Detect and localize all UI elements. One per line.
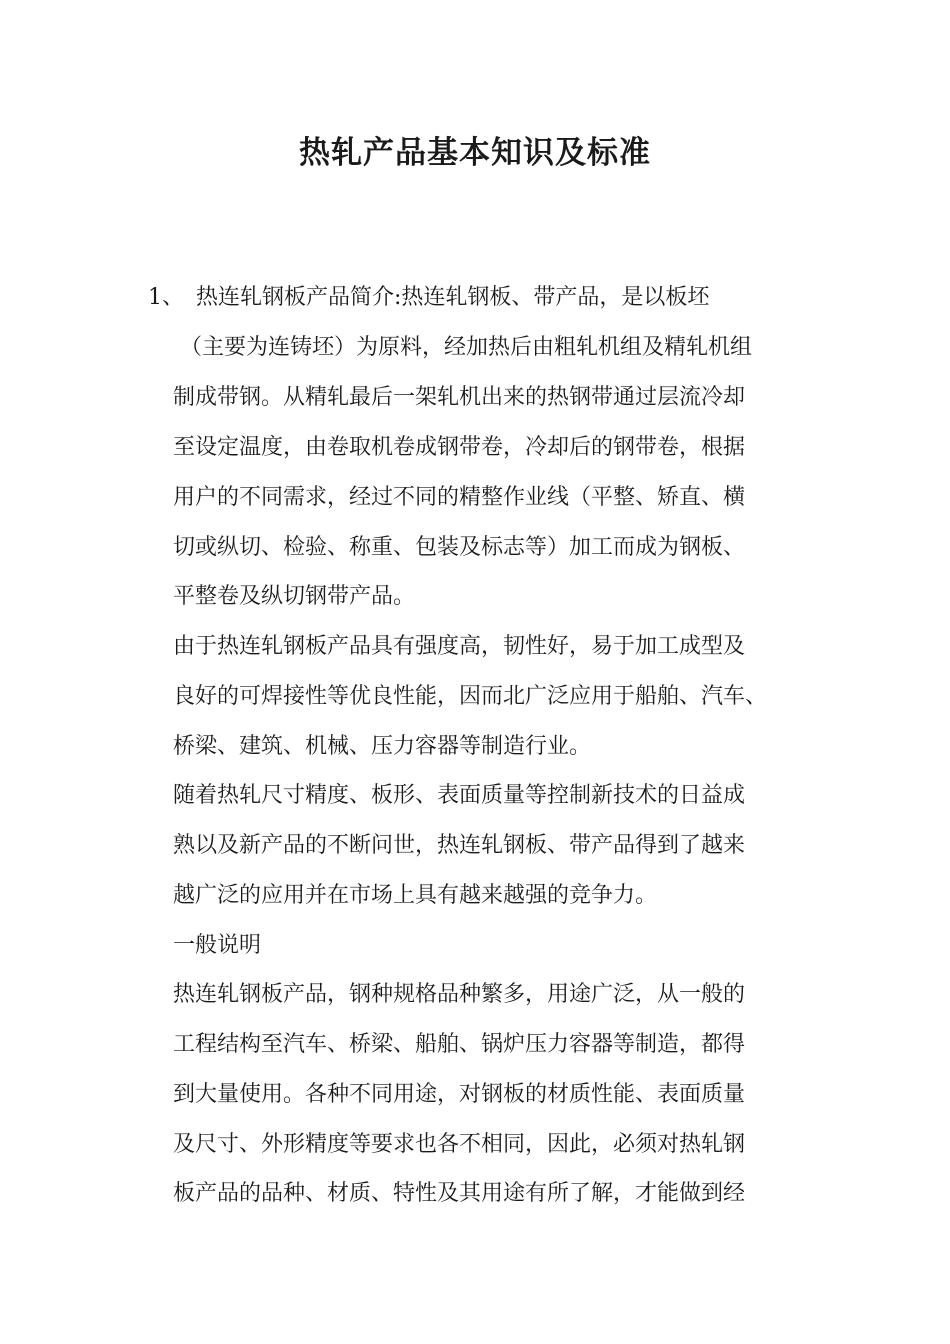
- paragraph-line-10: 桥梁、建筑、机械、压力容器等制造行业。: [173, 734, 592, 759]
- paragraph-line-1: 热连轧钢板产品简介:热连轧钢板、带产品，是以板坯: [196, 285, 710, 310]
- paragraph-line-18: 板产品的品种、材质、特性及其用途有所了解，才能做到经: [173, 1181, 746, 1206]
- paragraph-line-2: （主要为连铸坯）为原料，经加热后由粗轧机组及精轧机组: [180, 335, 753, 360]
- paragraph-line-4: 至设定温度，由卷取机卷成钢带卷，冷却后的钢带卷，根据: [173, 435, 746, 460]
- paragraph-line-17: 及尺寸、外形精度等要求也各不相同，因此，必须对热轧钢: [173, 1132, 746, 1157]
- paragraph-line-16: 到大量使用。各种不同用途，对钢板的材质性能、表面质量: [173, 1082, 746, 1107]
- paragraph-line-15: 工程结构至汽车、桥梁、船舶、锅炉压力容器等制造，都得: [173, 1032, 746, 1057]
- paragraph-line-11: 随着热轧尺寸精度、板形、表面质量等控制新技术的日益成: [173, 783, 746, 808]
- paragraph-line-5: 用户的不同需求，经过不同的精整作业线（平整、矫直、横: [173, 485, 746, 510]
- document-title: 热轧产品基本知识及标准: [299, 135, 651, 171]
- paragraph-line-14: 热连轧钢板产品，钢种规格品种繁多，用途广泛，从一般的: [173, 982, 746, 1007]
- paragraph-line-6: 切或纵切、检验、称重、包装及标志等）加工而成为钢板、: [173, 535, 746, 560]
- paragraph-line-3: 制成带钢。从精轧最后一架轧机出来的热钢带通过层流冷却: [173, 385, 746, 410]
- list-item-number: 1、: [148, 285, 184, 310]
- paragraph-line-7: 平整卷及纵切钢带产品。: [173, 584, 416, 609]
- paragraph-line-9: 良好的可焊接性等优良性能，因而北广泛应用于船舶、汽车、: [173, 684, 768, 709]
- paragraph-line-12: 熟以及新产品的不断问世，热连轧钢板、带产品得到了越来: [173, 833, 746, 858]
- paragraph-line-8: 由于热连轧钢板产品具有强度高，韧性好，易于加工成型及: [173, 634, 746, 659]
- section-heading: 一般说明: [173, 933, 262, 958]
- paragraph-line-13: 越广泛的应用并在市场上具有越来越强的竞争力。: [173, 883, 658, 908]
